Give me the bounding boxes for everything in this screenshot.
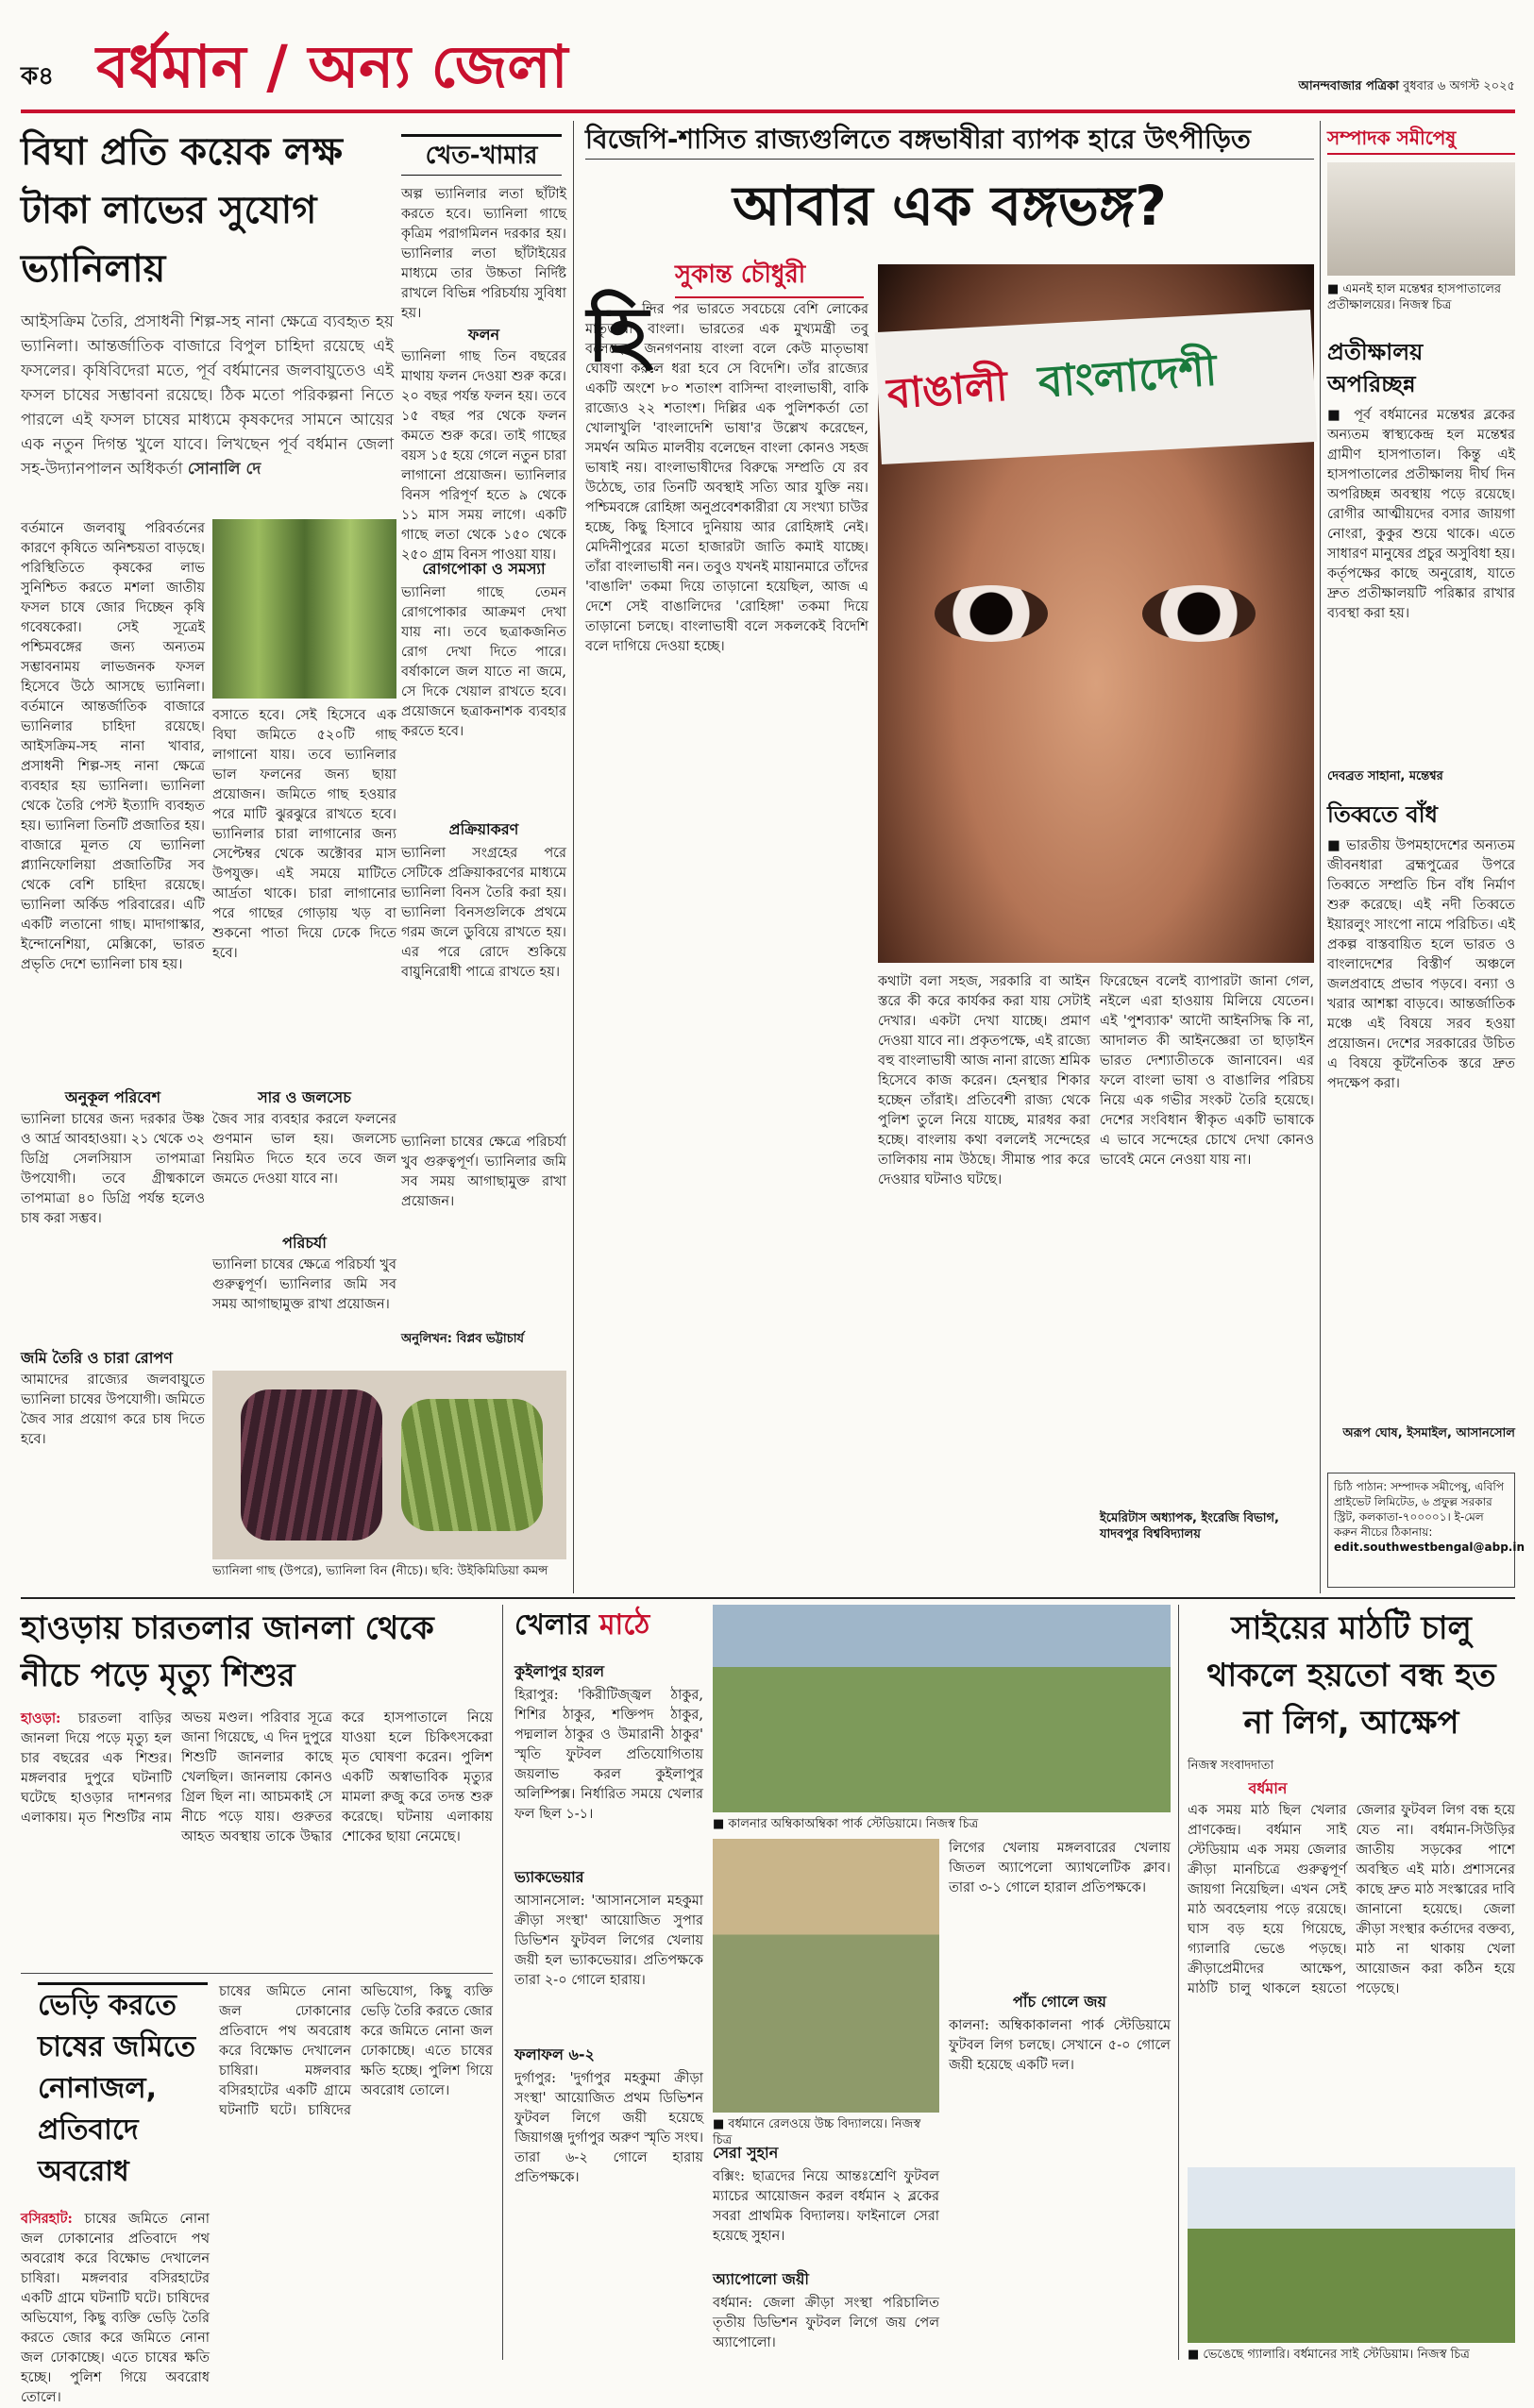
paper-title: আনন্দবাজার পত্রিকা [1298,79,1399,93]
vanilla-pest-text: ভ্যানিলা গাছে তেমন রোগপোকার আক্রমণ দেখা যায় না। তবে ছত্রাকজনিত রোগ দেখা দিতে পারে। বর্ষাকালে জল যাতে না জমে, সে দিকে খেয়াল রাখতে হবে। প্রয়োজনে ছত্রাকনাশক ব্যবহার করতে হবে। [401,585,566,739]
section-title: বর্ধমান / অন্য জেলা [96,32,568,101]
band-text-right: বাংলাদেশী [1037,344,1219,408]
s5-body: লিগের খেলায় মঙ্গলবারের খেলায় জিতল অ্যাপেলো অ্যাথলেটিক ক্লাব। তারা ৩-১ গোলে হারাল প্রতিপক্ষকে। [949,1841,1171,1895]
lead-headline: আবার এক বঙ্গভঙ্গ? [733,174,1167,238]
vanilla-land-text: আমাদের রাজ্যের জলবায়ুতে ভ্যানিলা চাষের উপযোগী। জমিতে জৈব সার প্রয়োগ করে চাষ দিতে হবে। [21,1372,205,1447]
stadium-caption: ■ ভেঙেছে গ্যালারি। বর্ধমানের সাই স্টেডিয়াম। নিজস্ব চিত্র [1188,2348,1470,2362]
lead-author-name: সুকান্ত চৌধুরী [675,261,806,289]
lead-photo [878,264,1314,963]
s7-title: অ্যাপোলো জয়ী [713,2270,809,2288]
vanilla-climate-text: ভ্যানিলা চাষের জন্য দরকার উষ্ণ ও আর্দ্র আবহাওয়া। ২১ থেকে ৩২ ডিগ্রি সেলসিয়াস তাপমাত্রা উপযোগী। তবে গ্রীষ্মকালে তাপমাত্রা ৪০ ডিগ্রি পর্যন্ত হলেও চাষ করা সম্ভব। [21,1112,205,1226]
vanilla-care-text: ভ্যানিলা চাষের ক্ষেত্রে পরিচর্যা খুব গুরুত্বপূর্ণ। ভ্যানিলার জমি সব সময় আগাছামুক্ত রাখা প্রয়োজন। [212,1257,396,1312]
letters-title: সম্পাদক সমীপেষু [1327,123,1515,155]
vanilla-sub-climate: অনুকূল পরিবেশ [64,1088,161,1106]
vanilla-col3: অল্প ভ্যানিলার লতা ছাঁটাই করতে হবে। ভ্যানিলা গাছে কৃত্রিম পরাগমিলন দরকার হয়। ভ্যানিলার লতা ছাঁটাইয়ের মাধ্যমে তার উচ্চতা নির্দিষ্ট রাখলে বিভিন্ন পরিচর্যায় সুবিধা হয়। [401,187,566,321]
band-text-left: বাঙালী [885,362,1010,419]
s2-body: আসানসোল: 'আসানসোল মহকুমা ক্রীড়া সংস্থা' আয়োজিত সুপার ডিভিশন ফুটবল লিগের খেলায় জয়ী হল ভ্যাকভেয়ার। প্রতিপক্ষকে তারা ২-০ গোলে হারায়। [514,1894,703,1988]
masthead [21,32,1515,108]
howrah-headline: হাওড়ায় চারতলার জানলা থেকে নীচে পড়ে মৃত্যু শিশুর [21,1609,434,1694]
vanilla-col2: বসাতে হবে। সেই হিসেবে এক বিঘা জমিতে ৫২০টি গাছ লাগানো যায়। তবে ভ্যানিলার ভাল ফলনের জন্য ছায়া প্রয়োজন। জমিতে গাছ হওয়ার পরে মাটি ঝুরঝুরে রাখতে হবে। ভ্যানিলার চারা লাগানোর জন্য সেপ্টেম্বর থেকে অক্টোবর মাস উপযুক্ত। এই সময়ে মাটিতে আর্দ্রতা থাকে। চারা লাগানোর পরে গাছের গোড়ায় খড় বা শুকনো পাতা দিয়ে ঢেকে দিতে হবে। [212,708,396,961]
lead-body: ন্দির পর ভারতে সবচেয়ে বেশি লোকের মাতৃভাষা বাংলা। ভারতের এক মুখ্যমন্ত্রী তবু বলেছেন, জনগণনায় বাংলা বলে কেউ মাতৃভাষা ঘোষণা করলে ধরা হবে সে বিদেশি। তাঁর রাজ্যের একটি অংশে ৮০ শতাংশ বাসিন্দা বাংলাভাষী, বাকি রাজ্যেও ২২ শতাংশ। দিল্লির এক পুলিশকর্তা তো খোলাখুলি 'বাংলাদেশি ভাষা'র উল্লেখ করেছেন, সমর্থন অমিত মালবীয় বলেছেন বাংলা কোনও সহজ ভাষাই নয়। বাংলাভাষীদের বিরুদ্ধে সম্প্রতি যে রব উঠেছে, তার তিনটি অবস্থাই সত্যি আর যুক্তি নয়। পশ্চিমবঙ্গে রোহিঙ্গা অনুপ্রবেশকারীরা যে সংখ্যা চাউর হচ্ছে, কিছু হিসাবে দুনিয়ায় আর রোহিঙ্গাই নেই। মেদিনীপুরের মতো হাজারটা জাতি কমাই যাচ্ছে। তাঁরা বাংলাভাষী নন। তবুও যখনই মায়ানমারে তাঁদের 'বাঙালি' তকমা দিয়ে তাড়ানো হয়েছিল, আজ এ দেশে সেই বাঙালিদের 'রোহিঙ্গা' তকমা দিয়ে তাড়ানো চলছে। বাংলাভাষী বলে সকলকেই বিদেশি বলে দাগিয়ে দেওয়া হচ্ছে। [585,302,868,654]
s4-body: বক্সিং: ছাত্রদের নিয়ে আন্তঃশ্রেণি ফুটবল ম্যাচের আয়োজন করল বর্ধমান ২ ব্লকের সবরা প্রাথমিক বিদ্যালয়। ফাইনালে সেরা হয়েছে সুহান। [713,2169,939,2244]
bean-dark [241,1389,382,1541]
nonajal-dateline: বসিরহাট: [21,2211,73,2227]
letter1-sign: দেবব্রত সাহানা, মন্তেশ্বর [1327,769,1443,783]
howrah-dateline: হাওড়া: [21,1710,61,1726]
bean-green [401,1399,543,1531]
vanilla-author: সোনালি দে [187,460,261,479]
col-rule [502,1605,503,2360]
s3-body: দুর্গাপুর: 'দুর্গাপুর মহকুমা ক্রীড়া সংস্থা' আয়োজিত প্রথম ডিভিশন ফুটবল লিগে জয়ী হয়েছে জিয়াগঞ্জ দুর্গাপুর অরুণ স্মৃতি সংঘ। তারা ৬-২ গোলে হারায় প্রতিপক্ষকে। [514,2071,703,2185]
vanilla-sub-pest: রোগপোকা ও সমস্যা [422,560,546,578]
vanilla-tag: খেত-খামার [401,134,562,176]
sports-title-a: খেলার [514,1608,590,1642]
letter2-title: তিব্বতে বাঁধ [1327,801,1438,828]
vanilla-intro-text: আইসক্রিম তৈরি, প্রসাধনী শিল্প-সহ নানা ক্ষেত্রে ব্যবহৃত হয় ভ্যানিলা। আন্তর্জাতিক বাজারে বিপুল চাহিদা রয়েছে এই ফসলের। কৃষিবিদেরা মতে, পূর্ব বর্ধমানের জলবায়ুতেও এই ফসল চাষের সম্ভাবনা রয়েছে। ঠিক মতো পরিকল্পনা নিতে পারলে এই ফসল চাষের মাধ্যমে কৃষকদের সামনে আয়ের এক নতুন দিগন্ত খুলে যাবে। লিখছেন পূর্ব বর্ধমান জেলা সহ-উদ্যানপালন অধিকর্তা [21,312,394,479]
stadium-photo [1188,2167,1515,2343]
letter1-title: প্রতীক্ষালয় অপরিচ্ছন্ন [1327,339,1424,397]
stadium-body: এক সময় মাঠ ছিল খেলার প্রাণকেন্দ্র। বর্ধমান সাই স্টেডিয়াম এক সময় জেলার ক্রীড়া মানচিত্রে গুরুত্বপূর্ণ জায়গা নিয়েছিল। এখন সেই মাঠ অবহেলায় পড়ে রয়েছে। ঘাস বড় হয়ে গিয়েছে, গ্যালারি ভেঙে পড়ছে। ক্রীড়াপ্রেমীদের আক্ষেপ, মাঠটি চালু থাকলে হয়তো জেলার ফুটবল লিগ বন্ধ হয়ে যেত না। বর্ধমান-সিউড়ির জাতীয় সড়কের পাশে অবস্থিত এই মাঠ। প্রশাসনের কাছে দ্রুত মাঠ সংস্কারের দাবি জানানো হয়েছে। জেলা ক্রীড়া সংস্থার কর্তাদের বক্তব্য, মাঠ না থাকায় খেলা আয়োজন করা কঠিন হয়ে পড়েছে। [1188,1803,1515,1996]
nonajal-body [21,2209,210,2405]
lead-author [675,255,864,298]
vanilla-sub-land: জমি তৈরি ও চারা রোপণ [21,1349,173,1367]
paper-name [1299,77,1515,97]
stadium-byline: নিজস্ব সংবাদদাতা [1188,1759,1274,1773]
sports-photo-1-caption: ■ কালনার অম্বিকাঅম্বিকা পার্ক স্টেডিয়ামে। নিজস্ব চিত্র [713,1817,979,1831]
col-rule [573,121,574,1593]
lead-kicker: বিজেপি-শাসিত রাজ্যগুলিতে বঙ্গভাষীরা ব্যাপক হারে উৎপীড়িত [585,121,1314,160]
vanilla-sub-fert: সার ও জলসেচ [258,1088,351,1106]
letters-contact: চিঠি পাঠান: সম্পাদক সমীপেষু, এবিপি প্রাইভেট লিমিটেড, ৬ প্রফুল্ল সরকার স্ট্রিট, কলকাতা-৭০০০০১। ই-মেল করুন নীচের ঠিকানায়: [1334,1480,1504,1539]
vanilla-sub-care: পরিচর্যা [282,1234,327,1252]
section-rule [21,1597,1515,1599]
issue-date: বুধবার ৬ অগস্ট ২০২৫ [1403,79,1515,93]
s6-body: কালনা: অম্বিকাকালনা পার্ক স্টেডিয়ামে ফুটবল লিগ চলছে। সেখানে ৫-০ গোলে জয়ী হয়েছে একটি দল। [949,2018,1171,2073]
lead-dropcap: হি [587,291,649,379]
vanilla-sub-process: প্রক্রিয়াকরণ [448,820,519,838]
stadium-headline: সাইয়ের মাঠটি চালু থাকলে হয়তো বন্ধ হত না লিগ, আক্ষেপ [1206,1609,1496,1742]
vanilla-intro [21,310,394,504]
col-rule [1320,121,1321,1593]
vanilla-plant-photo [212,519,396,699]
vanilla-headline: বিঘা প্রতি কয়েক লক্ষ টাকা লাভের সুযোগ ভ্যানিলায় [21,130,343,291]
page-number: ক৪ [21,62,55,91]
vanilla-yield-text: ভ্যানিলা গাছ তিন বছরের মাথায় ফলন দেওয়া শুরু করে। ২০ বছর পর্যন্ত ফলন হয়। তবে ১৫ বছর পর থেকে ফলন কমতে শুরু করে। তাই গাছের বয়স ১৫ হয়ে গেলে নতুন চারা লাগানো প্রয়োজন। ভ্যানিলার বিনস পরিপূর্ণ হতে ৯ থেকে ১১ মাস সময় লাগে। একটি গাছে লতা থেকে ১৫০ থেকে ২৫০ গ্রাম বিনস পাওয়া যায়। [401,349,566,563]
sports-title [514,1605,703,1646]
col-rule [1178,1605,1179,2360]
s1-body: হিরাপুর: 'কিরীটিজ্জ্বল ঠাকুর, শিশির ঠাকুর, শক্তিপদ ঠাকুর, পদ্মলাল ঠাকুর ও উমারানী ঠাকুর' স্মৃতি ফুটবল প্রতিযোগিতায় জয়লাভ করল কুইলাপুর অলিম্পিক্স। নির্ধারিত সময়ে খেলার ফল ছিল ১-১। [514,1688,703,1822]
letter2-sign: অরূপ ঘোষ, ইসমাইল, আসানসোল [1342,1426,1515,1440]
nonajal-headline: ভেড়ি করতে চাষের জমিতে নোনাজল, প্রতিবাদে অবরোধ [38,1982,208,2193]
letters-contact-box [1327,1473,1526,1588]
letter1-body: ■ পূর্ব বর্ধমানের মন্তেশ্বর ব্লকের অন্যতম স্বাস্থ্যকেন্দ্র হল মন্তেশ্বর গ্রামীণ হাসপাতাল। কিন্তু এই হাসপাতালের প্রতীক্ষালয় দীর্ঘ দিন অপরিচ্ছন্ন অবস্থায় পড়ে রয়েছে। রোগীর আত্মীয়দের বসার জায়গা নোংরা, কুকুর শুয়ে থাকে। এতে সাধারণ মানুষের প্রচুর অসুবিধা হয়। কর্তৃপক্ষের কাছে অনুরোধ, যাতে দ্রুত প্রতীক্ষালয়টি পরিষ্কার রাখার ব্যবস্থা করা হয়। [1327,408,1515,621]
sports-photo-2-caption: ■ বর্ধমানে রেলওয়ে উচ্চ বিদ্যালয়ে। নিজস্ব চিত্র [713,2117,921,2147]
stadium-place: বর্ধমান [1248,1779,1288,1797]
sports-title-b: মাঠে [598,1608,650,1642]
nonajal-text: চাষের জমিতে নোনা জল ঢোকানোর প্রতিবাদে পথ অবরোধ করে বিক্ষোভ দেখালেন চাষিরা। মঙ্গলবার বসিরহাটের একটি গ্রামে ঘটনাটি ঘটে। চাষিদের অভিযোগ, কিছু ব্যক্তি ভেড়ি তৈরি করতে জোর করে জমিতে নোনা জল ঢোকাচ্ছে। এতে চাষের ক্ষতি হচ্ছে। পুলিশ গিয়ে অবরোধ তোলে। [21,2212,210,2405]
sports-photo-2 [713,1839,939,2113]
vanilla-col1: বর্তমানে জলবায়ু পরিবর্তনের কারণে কৃষিতে অনিশ্চয়তা বাড়ছে। পরিস্থিতিতে কৃষকের লাভ সুনিশ্চিত করতে মশলা জাতীয় ফসল চাষে জোর দিচ্ছেন কৃষি গবেষকেরা। সেই সূত্রেই পশ্চিমবঙ্গের জন্য অন্যতম সম্ভাবনাময় লাভজনক ফসল হিসেবে উঠে আসছে ভ্যানিলা। বর্তমানে আন্তর্জাতিক বাজারে ভ্যানিলার চাহিদা রয়েছে। আইসক্রিম-সহ নানা খাবার, প্রসাধনী শিল্প-সহ নানা ক্ষেত্রে ব্যবহার হয় ভ্যানিলা। ভ্যানিলা থেকে তৈরি পেস্ট ইত্যাদি ব্যবহৃত হয়। ভ্যানিলা তিনটি প্রজাতির হয়। বাজারে মূলত যে ভ্যানিলা প্ল্যানিফোলিয়া প্রজাতিটির সব থেকে বেশি চাহিদা রয়েছে। ভ্যানিলা অর্কিড পরিবারের। এটি একটি লতানো গাছ। মাদাগাস্কার, ইন্দোনেশিয়া, মেক্সিকো, ভারত প্রভৃতি দেশে ভ্যানিলা চাষ হয়। [21,521,205,972]
howrah-text: চারতলা বাড়ির জানলা দিয়ে পড়ে মৃত্যু হল চার বছরের এক শিশুর। মঙ্গলবার দুপুরে ঘটনাটি ঘটেছে হাওড়ার দাশনগর এলাকায়। মৃত শিশুটির নাম অভয় মণ্ডল। পরিবার সূত্রে জানা গিয়েছে, এ দিন দুপুরে শিশুটি জানলার কাছে খেলছিল। জানলায় কোনও গ্রিল ছিল না। আচমকাই সে নীচে পড়ে যায়। গুরুতর আহত অবস্থায় তাকে উদ্ধার করে হাসপাতালে নিয়ে যাওয়া হলে চিকিৎসকেরা মৃত ঘোষণা করেন। পুলিশ একটি অস্বাভাবিক মৃত্যুর মামলা রুজু করে তদন্ত শুরু করেছে। ঘটনায় এলাকায় শোকের ছায়া নেমেছে। [21,1710,493,1844]
vanilla-sub-yield: ফলন [467,326,500,344]
howrah-body [21,1709,493,1963]
right-eye [1142,585,1256,642]
s4-title: সেরা সুহান [713,2144,779,2162]
s2-title: ভ্যাকভেয়ার [514,1868,584,1886]
letters-email[interactable]: edit.southwestbengal@abp.in [1334,1541,1526,1554]
sports-photo-1 [713,1605,1171,1812]
s1-title: কুইলাপুর হারল [514,1662,605,1680]
vanilla-fert-text: জৈব সার ব্যবহার করলে ফলনের গুণমান ভাল হয়। জলসেচ নিয়মিত দিতে হবে তবে জল জমতে দেওয়া যাবে না। [212,1112,396,1187]
lead-col3: ফিরেছেন বলেই ব্যাপারটা জানা গেল, নইলে এরা হাওয়ায় মিলিয়ে যেতেন। এই 'পুশব্যাক' আদৌ আইনসিদ্ধ কি না, আদালত কী আইনজ্ঞেরা তা ছাড়াইন ভারত দেশ্যাতীতকে জানাবেন। এর ফলে বাংলা ভাষা ও বাঙালির পরিচয় নিয়ে এক গভীর সংকট তৈরি হয়েছে। দেশের সংবিধান স্বীকৃত একটি ভাষাকে এ ভাবে সন্দেহের চোখে দেখা কোনও ভাবেই মেনে নেওয়া যায় না। [1100,974,1314,1168]
masthead-rule [21,109,1515,113]
left-eye [935,585,1048,642]
s3-title: ফলাফল ৬-২ [514,2046,595,2063]
vanilla-care-text-2: ভ্যানিলা চাষের ক্ষেত্রে পরিচর্যা খুব গুরুত্বপূর্ণ। ভ্যানিলার জমি সব সময় আগাছামুক্ত রাখা প্রয়োজন। [401,1135,566,1209]
letters-photo [1327,162,1515,276]
s6-title: পাঁচ গোলে জয় [1013,1993,1106,2011]
letter2-body: ■ ভারতীয় উপমহাদেশের অন্যতম জীবনধারা ব্রহ্মপুত্রের উপরে তিব্বতে সম্প্রতি চিন বাঁধ নির্মাণ শুরু করেছে। এই নদী তিব্বতে ইয়ারলুং সাংপো নামে পরিচিত। এই প্রকল্প বাস্তবায়িত হলে ভারত ও বাংলাদেশের বিস্তীর্ণ অঞ্চলে জলপ্রবাহে প্রভাব পড়বে। বন্যা ও খরার আশঙ্কা বাড়বে। আন্তর্জাতিক মঞ্চে এই বিষয়ে সরব হওয়া প্রয়োজন। দেশের সরকারের উচিত এ বিষয়ে কূটনৈতিক স্তরে দ্রুত পদক্ষেপ করা। [1327,838,1515,1091]
section-rule [21,1973,493,1974]
lead-col2: কথাটা বলা সহজ, সরকারি বা আইন স্তরে কী করে কার্যকর করা যায় সেটাই দেখার। একটা দেখা যাচ্ছে। প্রমাণ দেওয়া যাবে না। প্রকৃতপক্ষে, এই রাজ্যে বহু বাংলাভাষী আজ নানা রাজ্যে শ্রমিক হিসেবে কাজ করেন। হেনস্থার শিকার হচ্ছেন তাঁরাই। প্রতিবেশী রাজ্য থেকে পুলিশ তুলে নিয়ে যাচ্ছে, মারধর করা হচ্ছে। বাংলায় কথা বললেই সন্দেহের তালিকায় নাম উঠছে। সীমান্ত পার করে দেওয়ার ঘটনাও ঘটছে। [878,974,1090,1187]
letters-photo-caption: ■ এমনই হাল মন্তেশ্বর হাসপাতালের প্রতীক্ষালয়ের। নিজস্ব চিত্র [1327,282,1502,312]
vanilla-bean-photo [212,1371,566,1559]
vanilla-process-text: ভ্যানিলা সংগ্রহের পরে সেটিকে প্রক্রিয়াকরণের মাধ্যমে ভ্যানিলা বিনস তৈরি করা হয়। ভ্যানিলা বিনসগুলিকে প্রথমে গরম জলে ডুবিয়ে রাখতে হয়। এর পরে রোদে শুকিয়ে বায়ুনিরোধী পাত্রে রাখতে হয়। [401,846,566,980]
nonajal-body-cont: চাষের জমিতে নোনা জল ঢোকানোর প্রতিবাদে পথ অবরোধ করে বিক্ষোভ দেখালেন চাষিরা। মঙ্গলবার বসিরহাটের একটি গ্রামে ঘটনাটি ঘটে। চাষিদের অভিযোগ, কিছু ব্যক্তি ভেড়ি তৈরি করতে জোর করে জমিতে নোনা জল ঢোকাচ্ছে। এতে চাষের ক্ষতি হচ্ছে। পুলিশ গিয়ে অবরোধ তোলে। [219,1984,493,2118]
s7-body: বর্ধমান: জেলা ক্রীড়া সংস্থা পরিচালিত তৃতীয় ডিভিশন ফুটবল লিগে জয় পেল অ্যাপোলো। [713,2296,939,2350]
vanilla-byline: অনুলিখন: বিপ্লব ভট্টাচার্য [401,1332,524,1346]
vanilla-caption: ভ্যানিলা গাছ (উপরে), ভ্যানিলা বিন (নীচে)। ছবি: উইকিমিডিয়া কমন্স [212,1564,548,1578]
lead-signoff: ইমেরিটাস অধ্যাপক, ইংরেজি বিভাগ, যাদবপুর বিশ্ববিদ্যালয় [1100,1511,1279,1541]
